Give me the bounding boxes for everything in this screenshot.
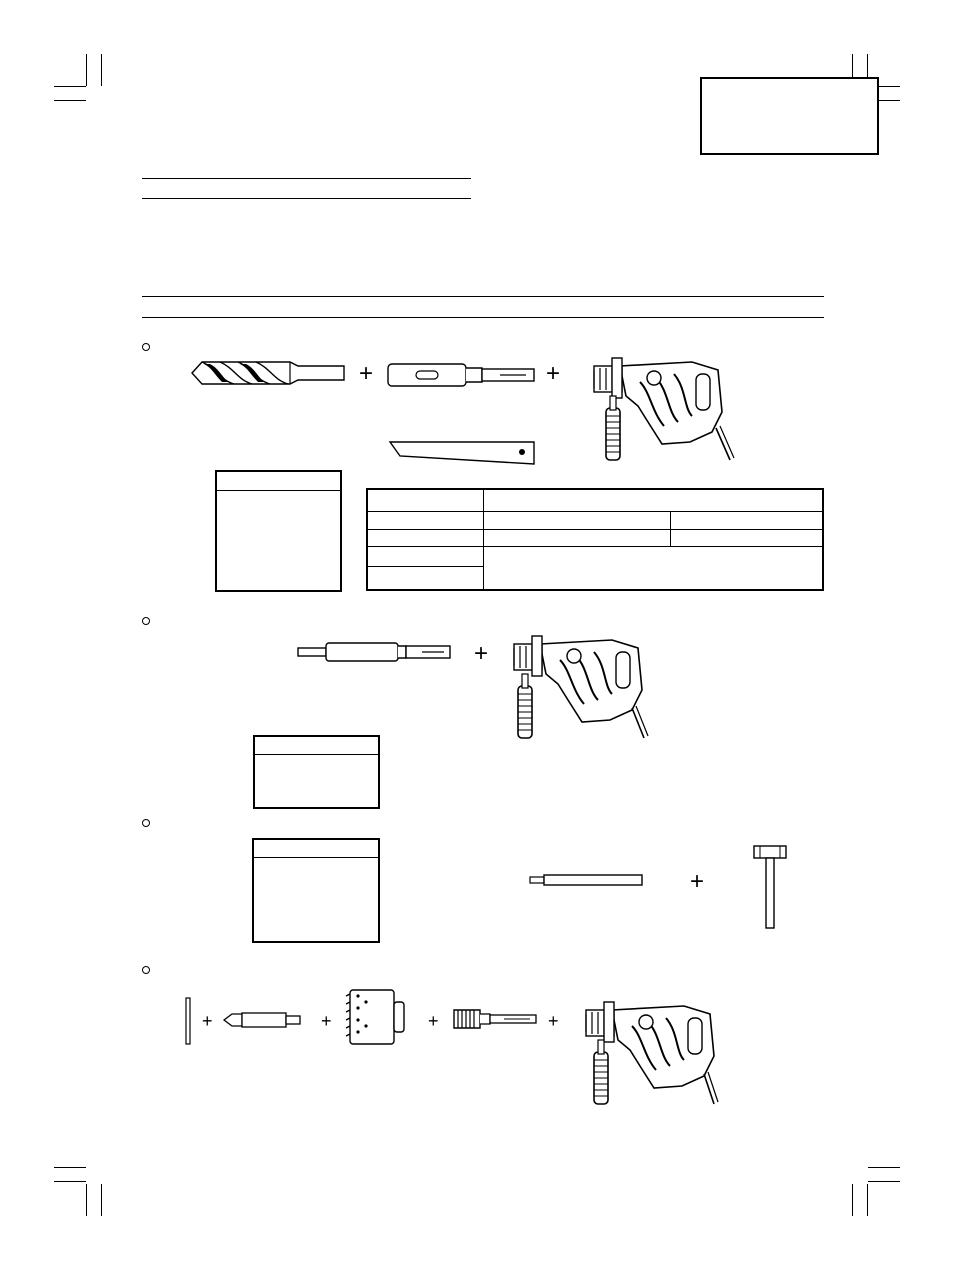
bullet-icon [142, 343, 150, 351]
crop-mark-icon [54, 1181, 86, 1182]
bullet-icon [142, 966, 150, 974]
rotary-hammer-icon [500, 630, 660, 742]
crop-mark-icon [54, 100, 86, 101]
crop-mark-icon [101, 54, 102, 86]
plug-hammer-icon [528, 872, 646, 888]
plus-sign: + [546, 360, 561, 387]
crop-mark-icon [86, 1184, 87, 1216]
spec-box-header-rule [217, 490, 340, 491]
crop-mark-icon [868, 1167, 900, 1168]
section-rule-top [142, 296, 824, 297]
spec-table-1 [366, 488, 824, 591]
spec-cell [670, 530, 823, 546]
crop-mark-icon [867, 1184, 868, 1216]
spec-box-1 [215, 470, 342, 592]
taper-adapter-icon [386, 362, 538, 388]
stopper-bit-icon [296, 640, 456, 664]
spec-cell [670, 511, 823, 529]
plus-sign: + [202, 1011, 213, 1031]
rotary-hammer-icon [580, 352, 740, 464]
header-rule-bottom [142, 198, 471, 199]
spec-cell [483, 546, 823, 590]
spec-cell [483, 511, 670, 529]
crop-mark-icon [86, 54, 87, 86]
spec-cell [367, 567, 483, 591]
spec-box-header-rule [254, 857, 378, 858]
header-rule-top [142, 178, 471, 179]
plus-sign: + [690, 868, 705, 895]
spec-cell [367, 530, 483, 546]
core-shank-icon [452, 1006, 542, 1032]
plus-sign: + [548, 1011, 559, 1031]
crop-mark-icon [54, 1167, 86, 1168]
plus-sign: + [321, 1011, 332, 1031]
crop-mark-icon [54, 86, 86, 87]
section-heading [142, 299, 824, 315]
hammer-icon [752, 842, 788, 932]
spec-cell [367, 546, 483, 566]
plus-sign: + [474, 640, 489, 667]
section-rule-bottom [142, 317, 824, 318]
spec-cell [483, 530, 670, 546]
spec-box-2 [253, 735, 380, 809]
crop-mark-icon [868, 1181, 900, 1182]
drill-bit-icon [190, 358, 350, 388]
header-title [142, 181, 471, 197]
center-pin-guide-icon [222, 1010, 304, 1030]
plus-sign: + [428, 1011, 439, 1031]
core-bit-icon [344, 986, 408, 1048]
spec-cell [367, 511, 483, 529]
crop-mark-icon [852, 1184, 853, 1216]
spec-box-header-rule [255, 754, 378, 755]
page-label-box [700, 77, 879, 155]
spec-cell [367, 489, 483, 511]
bullet-icon [142, 819, 150, 827]
spec-box-3 [252, 838, 380, 943]
spec-cell [483, 489, 823, 511]
center-pin-icon [184, 996, 192, 1046]
cotter-icon [388, 438, 538, 468]
plus-sign: + [359, 360, 374, 387]
rotary-hammer-icon [572, 996, 732, 1108]
crop-mark-icon [101, 1184, 102, 1216]
bullet-icon [142, 617, 150, 625]
